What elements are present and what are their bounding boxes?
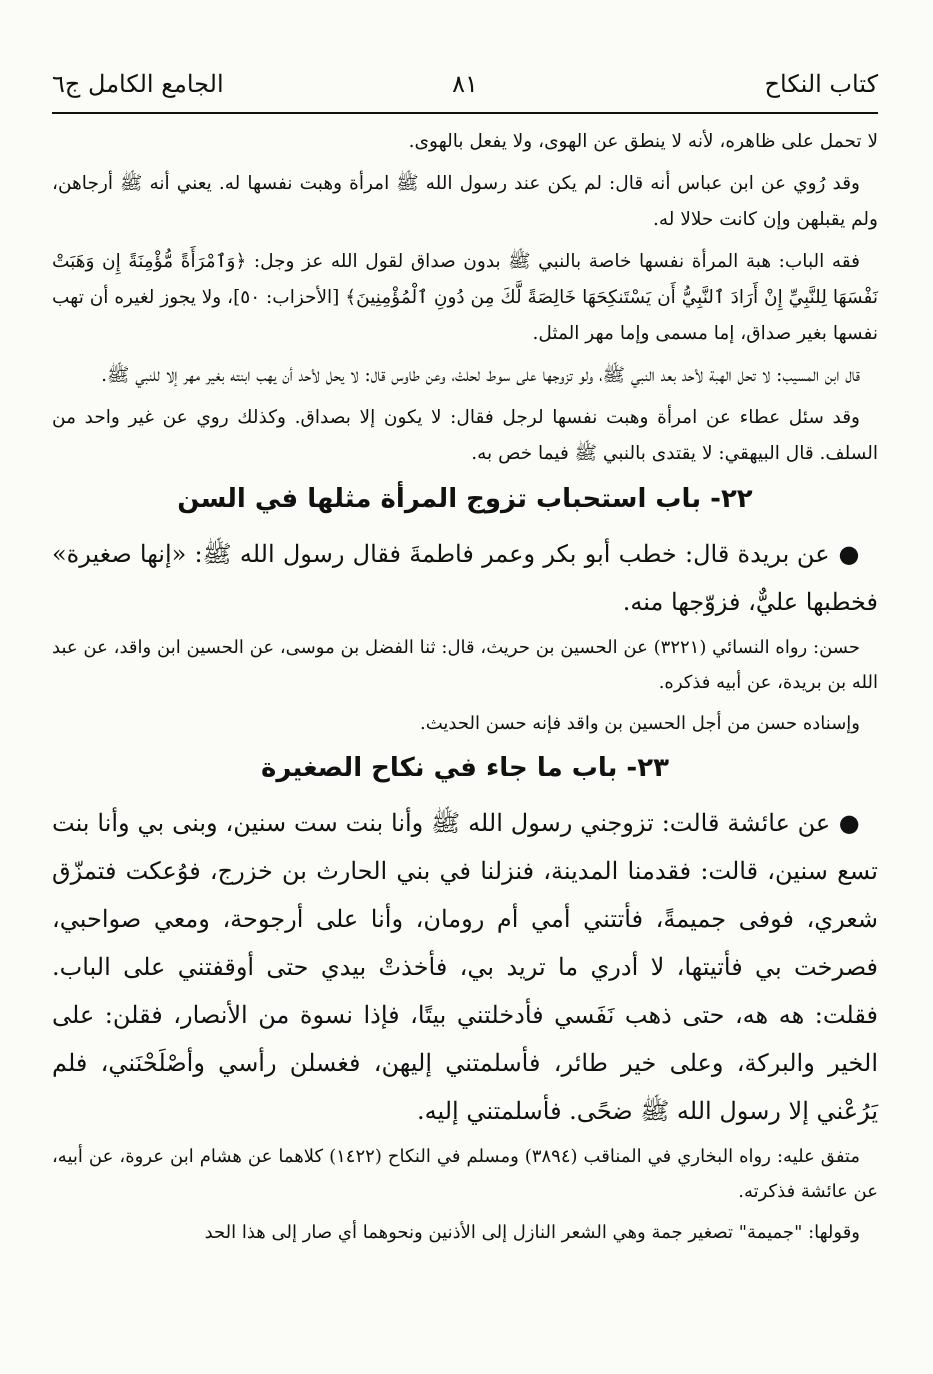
book-title: كتاب النكاح [764, 70, 878, 98]
page-body [52, 124, 878, 1250]
section-23-note: وقولها: "جميمة" تصغير جمة وهي الشعر النازل إلى الأذنين ونحوهما أي صار إلى هذا الحد [204, 1222, 860, 1243]
page-number: ٨١ [452, 70, 478, 98]
header-rule [52, 112, 878, 114]
section-22-heading: ٢٢- باب استحباب تزوج المرأة مثلها في السن [177, 484, 753, 514]
paragraph-4: قال ابن المسيب: لا تحل الهبة لأحد بعد النبي ﷺ، ولو تزوجها على سوط لحلتْ، وعن طاوس قال: لا يحل لأحد أن يهب ابنته بغير مهر إلا للنبي ﷺ. [101, 365, 860, 386]
section-23-hadith [52, 799, 878, 1135]
section-22-hadith-text: عن بريدة قال: خطب أبو بكر وعمر فاطمةَ فقال رسول الله ﷺ: «إنها صغيرة» فخطبها عليٌّ، فزوّجها منه. [52, 540, 878, 616]
section-22-takhrij: حسن: رواه النسائي (٣٢٢١) عن الحسين بن حريث، قال: ثنا الفضل بن موسى، عن الحسين ابن واقد، عن عبد الله بن بريدة، عن أبيه فذكره. [52, 637, 878, 693]
section-22-note: وإسناده حسن من أجل الحسين بن واقد فإنه حسن الحديث. [420, 713, 860, 734]
section-23-takhrij: متفق عليه: رواه البخاري في المناقب (٣٨٩٤) ومسلم في النكاح (١٤٢٢) كلاهما عن هشام ابن عروة، عن أبيه، عن عائشة فذكرته. [52, 1146, 878, 1202]
series-title: الجامع الكامل ج٦ [52, 70, 224, 98]
section-23-heading: ٢٣- باب ما جاء في نكاح الصغيرة [261, 753, 669, 783]
paragraph-2: وقد رُوي عن ابن عباس أنه قال: لم يكن عند رسول الله ﷺ امرأة وهبت نفسها له. يعني أنه ﷺ أرجاهن، ولم يقبلهن وإن كانت حلالا له. [52, 173, 878, 230]
section-23-hadith-text: عن عائشة قالت: تزوجني رسول الله ﷺ وأنا بنت ست سنين، وبنى بي وأنا بنت تسع سنين، قالت: فقدمنا المدينة، فنزلنا في بني الحارث بن خزرج، فوُعكت فتمزّق شعري، فوفى جميمةً، فأتتني أمي أم رومان، وأنا على أرجوحة، ومعي صواحبي، فصرخت بي فأتيتها، لا أدري ما تريد بي، فأخذتْ بيدي حتى أوقفتني على الباب. فقلت: هه هه، حتى ذهب نَفَسي فأدخلتني بيتًا، فإذا نسوة من الأنصار، فقلن: على الخير والبركة، وعلى خير طائر، فأسلمتني إليهن، فغسلن رأسي وأصْلَحْنَني، فلم يَرُعْني إلا رسول الله ﷺ ضحًى. فأسلمتني إليه. [52, 809, 878, 1125]
page-header [52, 62, 878, 106]
bullet-icon: ● [830, 808, 861, 837]
paragraph-3: فقه الباب: هبة المرأة نفسها خاصة بالنبي ﷺ بدون صداق لقول الله عز وجل: ﴿وَٱمْرَأَةً مُّؤْمِنَةً إِن وَهَبَتْ نَفْسَهَا لِلنَّبِيِّ إِنْ أَرَادَ ٱلنَّبِيُّ أَن يَسْتَنكِحَهَا خَالِصَةً لَّكَ مِن دُونِ ٱلْمُؤْمِنِينَ﴾ [الأحزاب: ٥٠]، ولا يجوز لغيره أن تهب نفسها بغير صداق، إما مسمى وإما مهر المثل. [52, 251, 878, 344]
paragraph-5: وقد سئل عطاء عن امرأة وهبت نفسها لرجل فقال: لا يكون إلا بصداق. وكذلك روي عن غير واحد من السلف. قال البيهقي: لا يقتدى بالنبي ﷺ فيما خص به. [52, 407, 878, 464]
section-22-hadith [52, 530, 878, 626]
bullet-icon: ● [829, 539, 860, 568]
paragraph-1: لا تحمل على ظاهره، لأنه لا ينطق عن الهوى، ولا يفعل بالهوى. [408, 131, 878, 152]
